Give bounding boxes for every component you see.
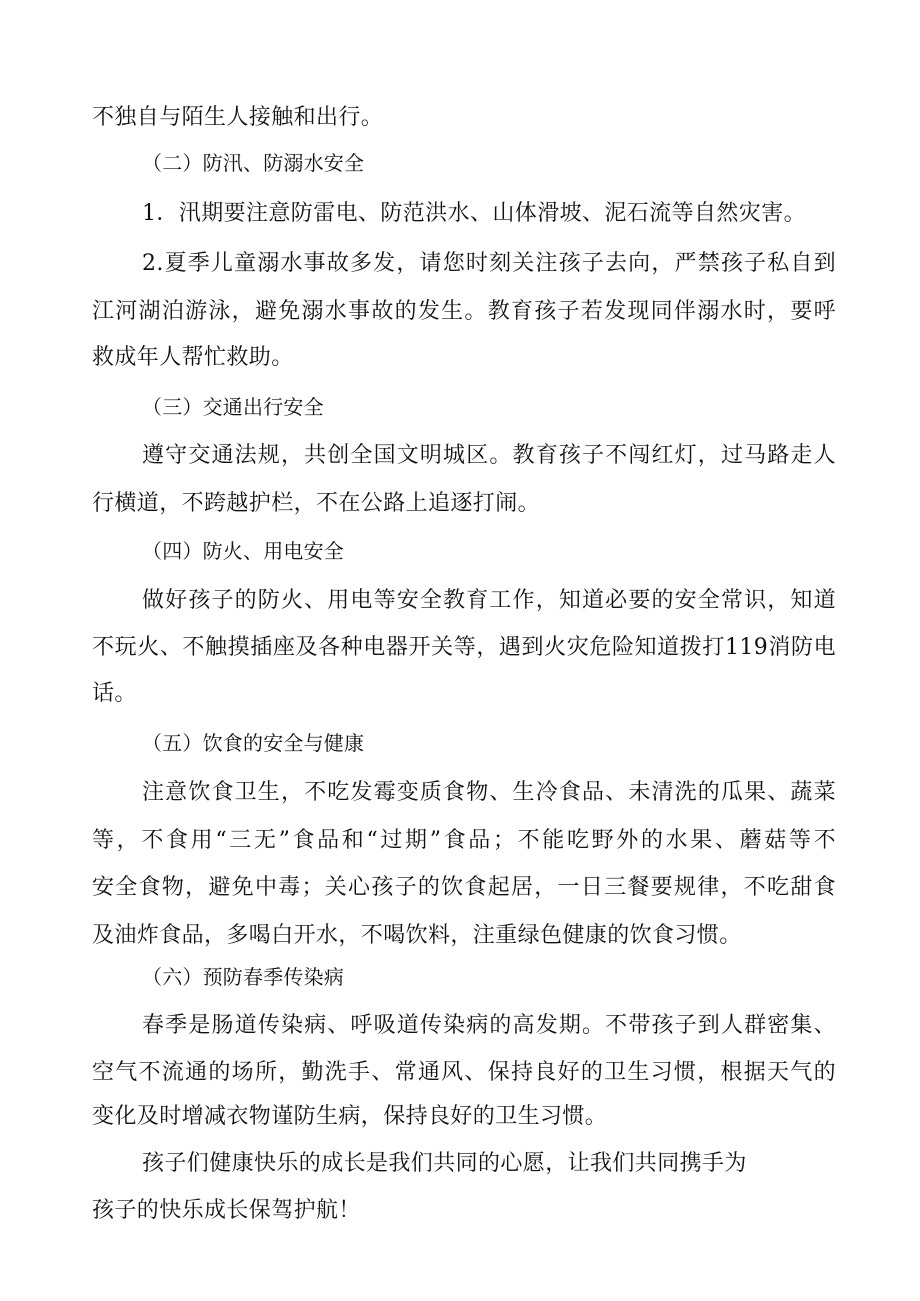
paragraph-line: 变化及时增减衣物谨防生病，保持良好的卫生习惯。 xyxy=(92,1104,608,1129)
section-heading-fire-electric-safety: （四）防火、用电安全 xyxy=(142,539,344,563)
section-heading-food-safety: （五）饮食的安全与健康 xyxy=(142,731,365,755)
paragraph-line: 等，不食用“三无”食品和“过期”食品；不能吃野外的水果、蘑菇等不 xyxy=(92,828,836,853)
paragraph-line: 空气不流通的场所，勤洗手、常通风、保持良好的卫生习惯，根据天气的 xyxy=(92,1060,836,1085)
paragraph-line: 春季是肠道传染病、呼吸道传染病的高发期。不带孩子到人群密集、 xyxy=(142,1013,836,1038)
paragraph-line: 救成年人帮忙救助。 xyxy=(92,345,294,370)
list-item-2-line: 2.夏季儿童溺水事故多发，请您时刻关注孩子去向，严禁孩子私自到 xyxy=(142,251,836,276)
section-heading-flood-safety: （二）防汛、防溺水安全 xyxy=(142,151,365,175)
paragraph-line: 安全食物，避免中毒；关心孩子的饮食起居，一日三餐要规律，不吃甜食 xyxy=(92,875,836,900)
paragraph-line: 行横道，不跨越护栏，不在公路上追逐打闹。 xyxy=(92,491,541,516)
paragraph-line: 遵守交通法规，共创全国文明城区。教育孩子不闯红灯，过马路走人 xyxy=(142,443,836,468)
paragraph-line: 江河湖泊游泳，避免溺水事故的发生。教育孩子若发现同伴溺水时，要呼 xyxy=(92,299,836,324)
list-item-1: 1．汛期要注意防雷电、防范洪水、山体滑坡、泥石流等自然灾害。 xyxy=(142,201,806,226)
paragraph-line: 注意饮食卫生，不吃发霉变质食物、生冷食品、未清洗的瓜果、蔬菜 xyxy=(142,780,836,805)
paragraph-line: 话。 xyxy=(92,681,137,706)
closing-paragraph-line: 孩子的快乐成长保驾护航！ xyxy=(92,1198,361,1223)
paragraph-line: 不玩火、不触摸插座及各种电器开关等，遇到火灾危险知道拨打119消防电 xyxy=(92,635,836,660)
paragraph-line: 不独自与陌生人接触和出行。 xyxy=(92,105,384,130)
paragraph-line: 及油炸食品，多喝白开水，不喝饮料，注重绿色健康的饮食习惯。 xyxy=(92,923,742,948)
closing-paragraph-line: 孩子们健康快乐的成长是我们共同的心愿，让我们共同携手为 xyxy=(142,1151,747,1176)
section-heading-spring-disease-prevention: （六）预防春季传染病 xyxy=(142,965,344,989)
paragraph-line: 做好孩子的防火、用电等安全教育工作，知道必要的安全常识，知道 xyxy=(142,588,836,613)
section-heading-traffic-safety: （三）交通出行安全 xyxy=(142,395,324,419)
